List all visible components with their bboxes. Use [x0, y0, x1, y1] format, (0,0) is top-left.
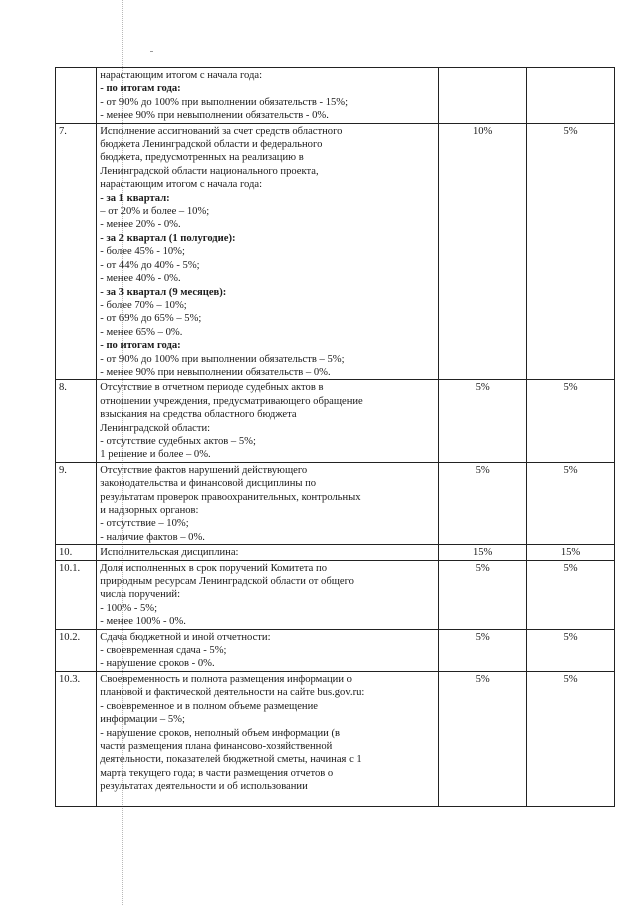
percent-cell-2: 5%	[527, 380, 615, 462]
row-number-cell: 10.2.	[56, 629, 97, 671]
percent-cell-2: 15%	[527, 545, 615, 560]
criterion-text-cell	[97, 545, 439, 560]
row-number-cell: 10.1.	[56, 560, 97, 629]
criterion-text-cell	[97, 560, 439, 629]
criterion-text-line: - нарушение сроков - 0%.	[100, 658, 215, 670]
criterion-text-line: - менее 40% - 0%.	[100, 273, 181, 285]
table-row	[56, 560, 615, 629]
row-number-cell: 9.	[56, 462, 97, 544]
criterion-text-line: - менее 90% при невыполнении обязательств - 0%.	[100, 110, 329, 122]
criterion-text-line: - своевременное и в полном объеме размещение	[100, 700, 318, 712]
criterion-text-line: результатах деятельности и об использовании	[100, 781, 308, 793]
criterion-text-line: - более 70% – 10%;	[100, 299, 187, 311]
percent-cell-1: 5%	[439, 671, 527, 806]
criterion-text-line: Доля исполненных в срок поручений Комитета по	[100, 562, 327, 574]
table-row	[56, 68, 615, 124]
table-row	[56, 380, 615, 462]
criterion-text-line: - менее 100% - 0%.	[100, 616, 186, 628]
criterion-text-line: информации – 5%;	[100, 714, 185, 726]
criterion-text-line: бюджета Ленинградской области и федерального	[100, 139, 323, 151]
percent-cell-1: 5%	[439, 380, 527, 462]
criterion-text-line: - за 3 квартал (9 месяцев):	[100, 286, 227, 298]
criterion-text-line: - менее 20% - 0%.	[100, 219, 181, 231]
criterion-text-line: плановой и фактической деятельности на сайте bus.gov.ru:	[100, 687, 365, 699]
criterion-text-cell	[97, 629, 439, 671]
row-number-cell: 8.	[56, 380, 97, 462]
criterion-text-line: - менее 65% – 0%.	[100, 326, 183, 338]
criteria-table-body	[56, 68, 615, 807]
criterion-text-cell	[97, 671, 439, 806]
table-row	[56, 462, 615, 544]
criterion-text-line: - отсутствие – 10%;	[100, 518, 189, 530]
criterion-text-line: – от 20% и более – 10%;	[100, 206, 210, 218]
criterion-text-cell	[97, 68, 439, 124]
criterion-text-line: - от 69% до 65% – 5%;	[100, 313, 202, 325]
criterion-text-line: - за 1 квартал:	[100, 192, 170, 204]
criterion-text-line: Ленинградской области национального проекта,	[100, 165, 319, 177]
criterion-text-line: - от 90% до 100% при выполнении обязательств – 5%;	[100, 353, 345, 365]
row-number-cell	[56, 68, 97, 124]
criterion-text-line: марта текущего года; в части размещения отчетов о	[100, 767, 334, 779]
criteria-table	[55, 67, 615, 807]
percent-cell-1: 5%	[439, 560, 527, 629]
criterion-text-line: Отсутствие в отчетном периоде судебных актов в	[100, 382, 324, 394]
criterion-text-line: Ленинградской области:	[100, 422, 211, 434]
criterion-text-line: - более 45% - 10%;	[100, 246, 185, 258]
criterion-text-line: - по итогам года:	[100, 83, 181, 95]
percent-cell-1: 5%	[439, 629, 527, 671]
criterion-text-line: отношении учреждения, предусматривающего обращение	[100, 395, 363, 407]
criterion-text-line: - по итогам года:	[100, 340, 181, 352]
percent-cell-1: 5%	[439, 462, 527, 544]
criterion-text-line: числа поручений:	[100, 589, 181, 601]
percent-cell-1	[439, 68, 527, 124]
criterion-text-line: нарастающим итогом с начала года:	[100, 70, 263, 81]
percent-cell-2: 5%	[527, 671, 615, 806]
criterion-text-line: - наличие фактов – 0%.	[100, 531, 205, 543]
criterion-text-line: бюджета, предусмотренных на реализацию в	[100, 152, 304, 164]
criterion-text-line: деятельности, показателей бюджетной сметы, начиная с 1	[100, 754, 362, 766]
criterion-text-line: природным ресурсам Ленинградской области от общего	[100, 576, 354, 588]
criterion-text-line: Своевременность и полнота размещения информации о	[100, 673, 352, 685]
criterion-text-cell	[97, 462, 439, 544]
criterion-text-line: - менее 90% при невыполнении обязательств – 0%.	[100, 366, 331, 378]
scan-mark	[150, 51, 153, 52]
criterion-text-line: Отсутствие фактов нарушений действующего	[100, 464, 308, 476]
percent-cell-2: 5%	[527, 629, 615, 671]
row-number-cell: 10.3.	[56, 671, 97, 806]
criterion-text-cell	[97, 380, 439, 462]
criterion-text-line: - нарушение сроков, неполный объем информации (в	[100, 727, 341, 739]
percent-cell-2	[527, 68, 615, 124]
percent-cell-1: 15%	[439, 545, 527, 560]
criterion-text-line: - отсутствие судебных актов – 5%;	[100, 435, 256, 447]
criterion-text-line: Сдача бюджетной и иной отчетности:	[100, 631, 271, 643]
criterion-text-line: Исполнение ассигнований за счет средств областного	[100, 125, 343, 137]
table-row	[56, 629, 615, 671]
criterion-text-line: результатам проверок правоохранительных, контрольных	[100, 491, 361, 503]
criterion-text-cell	[97, 123, 439, 380]
row-number-cell: 7.	[56, 123, 97, 380]
criterion-text-line: - 100% - 5%;	[100, 602, 158, 614]
criterion-text-line: - за 2 квартал (1 полугодие):	[100, 232, 236, 244]
table-row	[56, 671, 615, 806]
table-row	[56, 123, 615, 380]
criterion-text-line: 1 решение и более – 0%.	[100, 449, 211, 461]
criterion-text-line: законодательства и финансовой дисциплины по	[100, 478, 317, 490]
percent-cell-2: 5%	[527, 462, 615, 544]
criterion-text-line: - от 90% до 100% при выполнении обязательств - 15%;	[100, 96, 349, 108]
criterion-text-line: нарастающим итогом с начала года:	[100, 179, 263, 191]
criterion-text-line: Исполнительская дисциплина:	[100, 547, 239, 559]
table-row	[56, 545, 615, 560]
criterion-text-line: и надзорных органов:	[100, 505, 199, 516]
criterion-text-line: - от 44% до 40% - 5%;	[100, 259, 200, 271]
criterion-text-line: части размещения плана финансово-хозяйственной	[100, 740, 333, 752]
percent-cell-2: 5%	[527, 560, 615, 629]
row-number-cell: 10.	[56, 545, 97, 560]
criterion-text-line: взыскания на средства областного бюджета	[100, 409, 297, 421]
percent-cell-1: 10%	[439, 123, 527, 380]
percent-cell-2: 5%	[527, 123, 615, 380]
criterion-text-line: - своевременная сдача - 5%;	[100, 645, 227, 657]
